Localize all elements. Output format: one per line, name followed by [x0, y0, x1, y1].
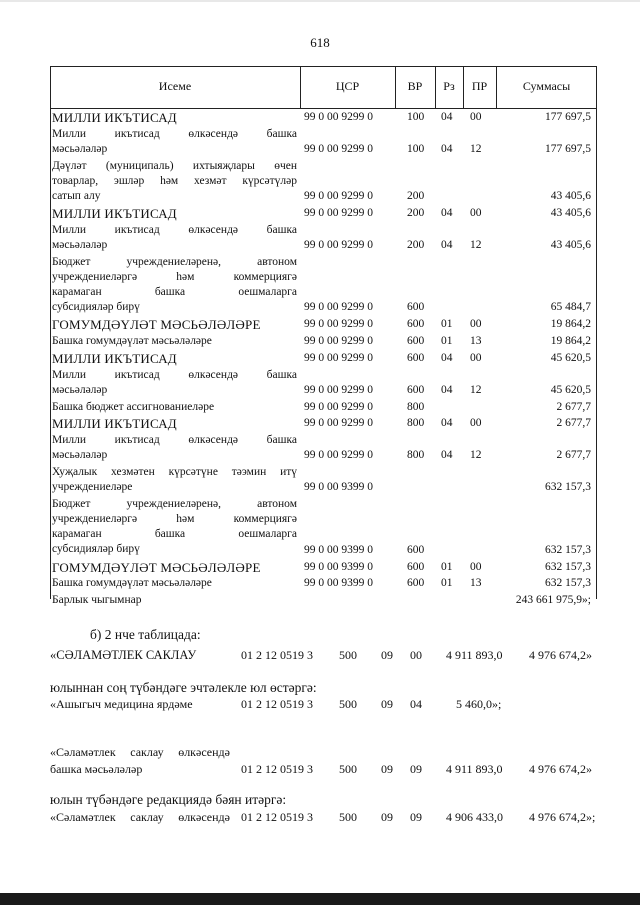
- table-row: [50, 127, 597, 157]
- row-name-line: мәсьәләләр: [52, 142, 108, 155]
- header-rz: Рз: [443, 79, 455, 93]
- row-vr: 600: [407, 383, 425, 396]
- page-number: 618: [310, 35, 330, 50]
- lower-row-vr: 500: [339, 648, 357, 662]
- row-vr: 200: [407, 238, 425, 251]
- row-vr: 100: [407, 111, 425, 123]
- lower-row-code: 01 2 12 0519 3: [241, 697, 313, 711]
- row-name-line: Бюджет учреждениеләренә, автоном: [52, 255, 297, 268]
- lower-row-name: «Сәламәтлек саклау өлкәсендә: [50, 745, 230, 759]
- row-vr: 600: [407, 301, 425, 314]
- row-name: [52, 334, 297, 349]
- row-name-line: мәсьәләләр: [52, 449, 108, 462]
- table-row: [50, 576, 597, 591]
- row-name-line: учреждениеләре: [52, 481, 133, 494]
- row-csr: 99 0 00 9299 0: [304, 111, 373, 123]
- row-csr: 99 0 00 9399 0: [304, 481, 373, 494]
- row-sum: 65 484,7: [550, 301, 591, 314]
- table-row: [50, 368, 597, 398]
- row-name: [52, 110, 297, 125]
- row-vr: 600: [407, 560, 425, 573]
- row-csr: 99 0 00 9299 0: [304, 207, 373, 219]
- row-name: [52, 223, 297, 253]
- row-csr: 99 0 00 9299 0: [304, 238, 373, 251]
- row-name: [52, 400, 297, 415]
- row-pr: 13: [470, 335, 482, 347]
- row-name-line: карамаган башка оешмаларга: [52, 528, 297, 541]
- page-edge-top: [0, 0, 640, 2]
- row-csr: 99 0 00 9299 0: [304, 400, 373, 413]
- row-sum: 632 157,3: [545, 481, 591, 494]
- row-pr: 12: [470, 449, 482, 462]
- row-rz: 04: [441, 383, 453, 396]
- row-csr: 99 0 00 9299 0: [304, 449, 373, 462]
- row-name-line: учреждениеләргә һәм коммерциягә: [52, 270, 297, 283]
- lower-row-value1: 4 911 893,0: [446, 762, 503, 776]
- row-name-line: Хуҗалык хезмәтен күрсәтүне тәэмин итү: [52, 466, 297, 479]
- row-name: [52, 206, 297, 221]
- row-name-line: МИЛЛИ ИКЪТИСАД: [52, 206, 177, 221]
- row-csr: 99 0 00 9299 0: [304, 190, 373, 203]
- row-name: [52, 368, 297, 398]
- row-name-line: МИЛЛИ ИКЪТИСАД: [52, 350, 177, 366]
- table-row: [50, 560, 597, 575]
- lower-row-rz: 09: [381, 648, 393, 662]
- row-name-line: ГОМУМДӘҮЛӘТ МӘСЬӘЛӘЛӘРЕ: [52, 559, 261, 575]
- lower-row-name: «Сәламәтлек саклау өлкәсендә: [50, 810, 230, 824]
- row-csr: 99 0 00 9399 0: [304, 560, 373, 573]
- row-name-line: МИЛЛИ ИКЪТИСАД: [52, 110, 177, 125]
- row-sum: 177 697,5: [545, 111, 591, 123]
- row-vr: 600: [407, 351, 425, 364]
- row-name-line: Башка гомумдәүләт мәсьәләләре: [52, 577, 212, 590]
- row-pr: 13: [470, 577, 482, 590]
- row-vr: 800: [407, 449, 425, 462]
- row-csr: 99 0 00 9299 0: [304, 142, 373, 155]
- row-pr: 00: [470, 318, 482, 331]
- row-name-line: сатып алу: [52, 189, 101, 202]
- header-divider: [50, 108, 597, 109]
- lower-row-name: «Ашыгыч медицина ярдәме: [50, 697, 193, 711]
- row-vr: 200: [407, 190, 425, 203]
- row-sum: 632 157,3: [545, 577, 591, 590]
- row-name-line: Бюджет учреждениеләренә, автоном: [52, 498, 297, 511]
- row-sum: 2 677,7: [556, 449, 591, 462]
- table-row: [50, 317, 597, 332]
- lower-row-name-cont: башка мәсьәләләр: [50, 762, 143, 776]
- row-name: [52, 560, 297, 575]
- row-name: [52, 433, 297, 463]
- row-pr: 00: [470, 351, 482, 364]
- paragraph-redaction: юлын түбәндәге редакциядә бәян итәргә:: [50, 792, 287, 807]
- row-name-line: МИЛЛИ ИКЪТИСАД: [52, 416, 177, 432]
- row-csr: 99 0 00 9299 0: [304, 301, 373, 314]
- row-name-line: Милли икътисад өлкәсендә башка: [52, 434, 297, 447]
- lower-row-vr: 500: [339, 810, 357, 824]
- row-rz: 01: [441, 577, 453, 590]
- lower-row-code: 01 2 12 0519 3: [241, 762, 313, 776]
- row-csr: 99 0 00 9299 0: [304, 417, 373, 430]
- row-vr: 600: [407, 318, 425, 331]
- row-name: [52, 576, 297, 591]
- row-pr: 00: [470, 207, 482, 219]
- lower-row-code: 01 2 12 0519 3: [241, 810, 313, 824]
- row-sum: 43 405,6: [550, 207, 591, 219]
- table-row: [50, 206, 597, 221]
- paragraph-table2-intro: б) 2 нче таблицада:: [90, 627, 201, 642]
- row-pr: 12: [470, 383, 482, 396]
- row-vr: 800: [407, 400, 425, 413]
- row-csr: 99 0 00 9399 0: [304, 543, 373, 556]
- row-csr: 99 0 00 9399 0: [304, 577, 373, 590]
- row-pr: 12: [470, 238, 482, 251]
- row-name-line: Милли икътисад өлкәсендә башка: [52, 368, 297, 381]
- row-name-line: товарлар, эшләр һәм хезмәт күрсәтүләр: [52, 174, 297, 187]
- table-row: [50, 593, 597, 608]
- row-csr: 99 0 00 9299 0: [304, 351, 373, 364]
- row-name: [52, 497, 297, 557]
- row-name: [52, 416, 297, 431]
- row-csr: 99 0 00 9299 0: [304, 318, 373, 331]
- row-pr: 00: [470, 417, 482, 430]
- lower-row-vr: 500: [339, 762, 357, 776]
- row-rz: 01: [441, 335, 453, 347]
- row-name-line: Милли икътисад өлкәсендә башка: [52, 127, 297, 140]
- row-csr: 99 0 00 9299 0: [304, 383, 373, 396]
- table-row: [50, 416, 597, 431]
- table-row: [50, 400, 597, 415]
- row-vr: 600: [407, 335, 425, 347]
- row-vr: 100: [407, 142, 425, 155]
- row-name-line: Барлык чыгымнар: [52, 594, 142, 607]
- lower-row-pr: 00: [410, 648, 422, 662]
- lower-row-value2: 4 976 674,2»;: [529, 810, 596, 824]
- header-name: Исеме: [158, 79, 192, 93]
- header-sum: Суммасы: [522, 79, 571, 93]
- row-name-line: учреждениеләргә һәм коммерциягә: [52, 513, 297, 526]
- row-name-line: Башка бюджет ассигнованиеләре: [52, 400, 215, 413]
- row-name: [52, 593, 297, 608]
- lower-row-rz: 09: [381, 810, 393, 824]
- row-sum: 632 157,3: [545, 543, 591, 556]
- lower-row-pr: 09: [410, 762, 422, 776]
- row-sum: 177 697,5: [545, 142, 591, 155]
- row-pr: 00: [470, 111, 482, 123]
- row-name: [52, 159, 297, 204]
- row-name-line: карамаган башка оешмаларга: [52, 285, 297, 298]
- table-row: [50, 433, 597, 463]
- table-row: [50, 223, 597, 253]
- lower-row-code: 01 2 12 0519 3: [241, 648, 313, 662]
- row-name: [52, 127, 297, 157]
- row-vr: 600: [407, 543, 425, 556]
- row-rz: 04: [441, 238, 453, 251]
- row-rz: 01: [441, 560, 453, 573]
- row-sum: 45 620,5: [550, 351, 591, 364]
- row-csr: 99 0 00 9299 0: [304, 335, 373, 347]
- table-row: [50, 110, 597, 125]
- row-sum: 43 405,6: [550, 190, 591, 203]
- row-rz: 04: [441, 351, 453, 364]
- page-edge-bottom: [0, 893, 640, 905]
- table-row: [50, 255, 597, 316]
- row-name-line: субсидияләр бирү: [52, 300, 140, 313]
- lower-row-value2: 4 976 674,2»: [529, 762, 592, 776]
- row-pr: 12: [470, 142, 482, 155]
- row-rz: 01: [441, 318, 453, 331]
- row-sum: 19 864,2: [550, 335, 591, 347]
- table-row: [50, 351, 597, 366]
- table-row: [50, 497, 597, 558]
- row-sum: 19 864,2: [550, 318, 591, 331]
- row-vr: 600: [407, 577, 425, 590]
- row-sum: 632 157,3: [545, 560, 591, 573]
- row-rz: 04: [441, 449, 453, 462]
- lower-row-pr: 04: [410, 697, 422, 711]
- lower-row-value1: 4 911 893,0: [446, 648, 503, 662]
- row-name: [52, 255, 297, 315]
- header-csr: ЦСР: [335, 79, 360, 93]
- row-pr: 00: [470, 560, 482, 573]
- paragraph-add-row: юлыннан соң түбәндәге эчтәлекле юл өстәргә:: [50, 680, 317, 695]
- row-vr: 200: [407, 207, 425, 219]
- table-row: [50, 159, 597, 205]
- row-sum: 45 620,5: [550, 383, 591, 396]
- row-name-line: Башка гомумдәүләт мәсьәләләре: [52, 335, 212, 347]
- lower-row-vr: 500: [339, 697, 357, 711]
- table-row: [50, 465, 597, 495]
- row-name: [52, 465, 297, 495]
- row-rz: 04: [441, 142, 453, 155]
- lower-row-pr: 09: [410, 810, 422, 824]
- row-rz: 04: [441, 417, 453, 430]
- header-pr: ПР: [471, 79, 488, 93]
- row-sum: 43 405,6: [550, 238, 591, 251]
- lower-row-rz: 09: [381, 697, 393, 711]
- row-vr: 800: [407, 417, 425, 430]
- row-name-line: мәсьәләләр: [52, 238, 108, 251]
- row-name-line: субсидияләр бирү: [52, 543, 140, 556]
- lower-row-name: «СӘЛАМӘТЛЕК САКЛАУ: [50, 648, 197, 662]
- lower-row-value1: 5 460,0»;: [456, 697, 502, 711]
- row-sum: 243 661 975,9»;: [515, 594, 591, 607]
- row-name: [52, 351, 297, 366]
- lower-row-value1: 4 906 433,0: [446, 810, 503, 824]
- lower-row-value2: 4 976 674,2»: [529, 648, 592, 662]
- row-rz: 04: [441, 111, 453, 123]
- row-name-line: Милли икътисад өлкәсендә башка: [52, 223, 297, 236]
- row-sum: 2 677,7: [556, 417, 591, 430]
- table-row: [50, 334, 597, 349]
- row-name-line: Дәүләт (муниципаль) ихтыяҗлары өчен: [52, 159, 297, 172]
- header-vr: ВР: [407, 79, 423, 93]
- row-name-line: мәсьәләләр: [52, 383, 108, 396]
- row-sum: 2 677,7: [556, 400, 591, 413]
- row-rz: 04: [441, 207, 453, 219]
- row-name: [52, 317, 297, 332]
- row-name-line: ГОМУМДӘҮЛӘТ МӘСЬӘЛӘЛӘРЕ: [52, 317, 261, 333]
- budget-table: [50, 66, 597, 607]
- lower-row-rz: 09: [381, 762, 393, 776]
